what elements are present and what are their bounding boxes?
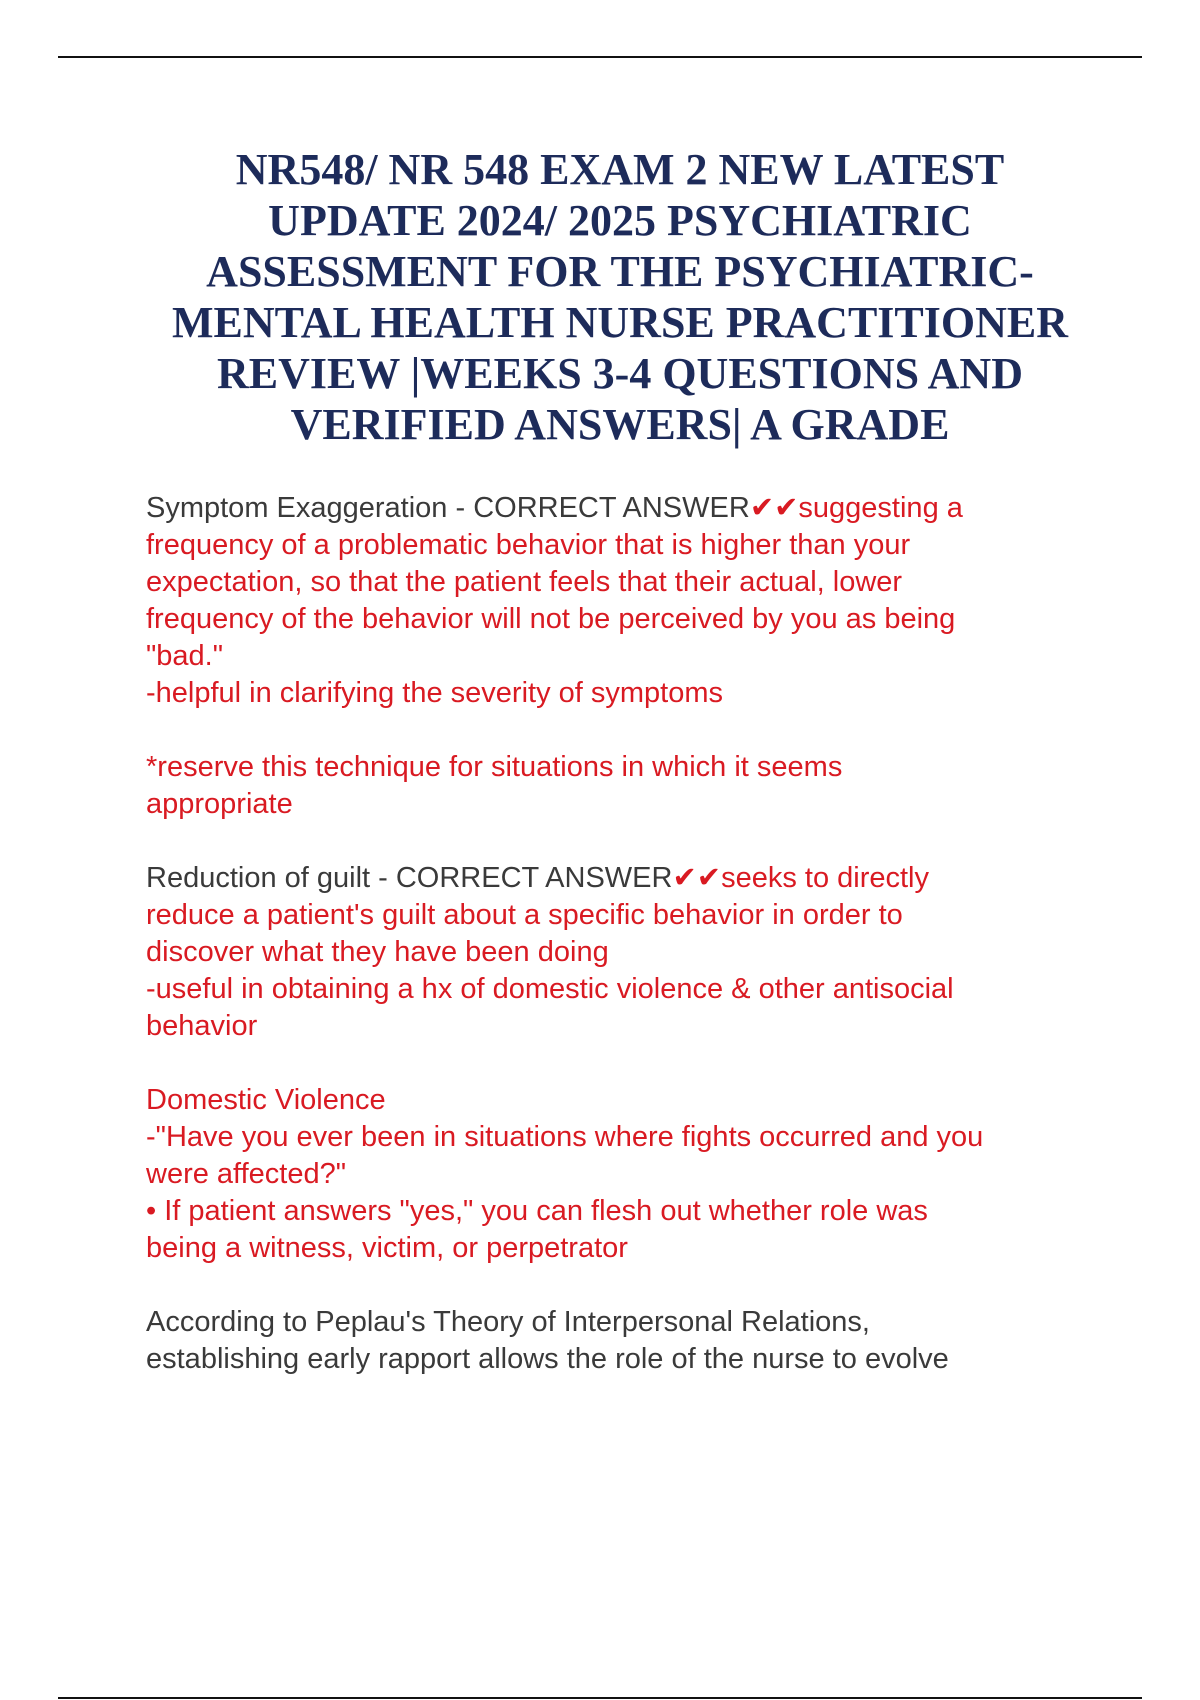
answer-text: seeks to directly [721, 862, 929, 894]
answer-line: -helpful in clarifying the severity of symptoms [146, 677, 723, 709]
blank-line [146, 712, 1086, 749]
title-line: NR548/ NR 548 EXAM 2 NEW LATEST [235, 145, 1005, 194]
answer-line: being a witness, victim, or perpetrator [146, 1232, 628, 1264]
note-line: *reserve this technique for situations in which it seems [146, 751, 843, 783]
qa-answer-block [146, 860, 1086, 1045]
double-check-icon: ✔✔ [672, 862, 722, 894]
qa-answer-block [146, 1082, 1086, 1267]
qa-entry-symptom-exaggeration [146, 490, 1086, 823]
qa-question-block [146, 1304, 1086, 1378]
question-text: Symptom Exaggeration - CORRECT ANSWER [146, 492, 750, 524]
answer-line: expectation, so that the patient feels that their actual, lower [146, 566, 903, 598]
answer-line: "bad." [146, 640, 224, 672]
question-line: According to Peplau's Theory of Interpersonal Relations, [146, 1306, 870, 1338]
answer-text: suggesting a [798, 492, 963, 524]
title-line: VERIFIED ANSWERS| A GRADE [290, 400, 950, 449]
qa-entry-peplau [146, 1304, 1086, 1378]
answer-line: reduce a patient's guilt about a specific behavior in order to [146, 899, 903, 931]
qa-answer-block [146, 490, 1086, 823]
note-line: appropriate [146, 788, 293, 820]
question-text: Reduction of guilt - CORRECT ANSWER [146, 862, 673, 894]
question-line: establishing early rapport allows the role of the nurse to evolve [146, 1343, 949, 1375]
qa-first-line [146, 490, 1086, 527]
answer-line: discover what they have been doing [146, 936, 609, 968]
qa-content [146, 490, 1086, 1415]
answer-line: Domestic Violence [146, 1084, 386, 1116]
qa-entry-domestic-violence [146, 1082, 1086, 1267]
qa-first-line [146, 860, 1086, 897]
answer-line: frequency of a problematic behavior that is higher than your [146, 529, 911, 561]
qa-entry-reduction-of-guilt [146, 860, 1086, 1045]
document-title [150, 144, 1090, 450]
answer-line: -useful in obtaining a hx of domestic violence & other antisocial [146, 973, 954, 1005]
title-line: MENTAL HEALTH NURSE PRACTITIONER [171, 298, 1069, 347]
answer-line: -"Have you ever been in situations where fights occurred and you [146, 1121, 984, 1153]
top-rule [58, 56, 1142, 58]
title-line: UPDATE 2024/ 2025 PSYCHIATRIC [268, 196, 972, 245]
answer-line: were affected?" [146, 1158, 346, 1190]
bottom-rule [58, 1697, 1142, 1699]
answer-line: frequency of the behavior will not be perceived by you as being [146, 603, 956, 635]
title-line: ASSESSMENT FOR THE PSYCHIATRIC- [206, 247, 1034, 296]
answer-line: • If patient answers "yes," you can flesh out whether role was [146, 1195, 928, 1227]
answer-line: behavior [146, 1010, 258, 1042]
double-check-icon: ✔✔ [749, 492, 799, 524]
title-line: REVIEW |WEEKS 3-4 QUESTIONS AND [217, 349, 1023, 398]
